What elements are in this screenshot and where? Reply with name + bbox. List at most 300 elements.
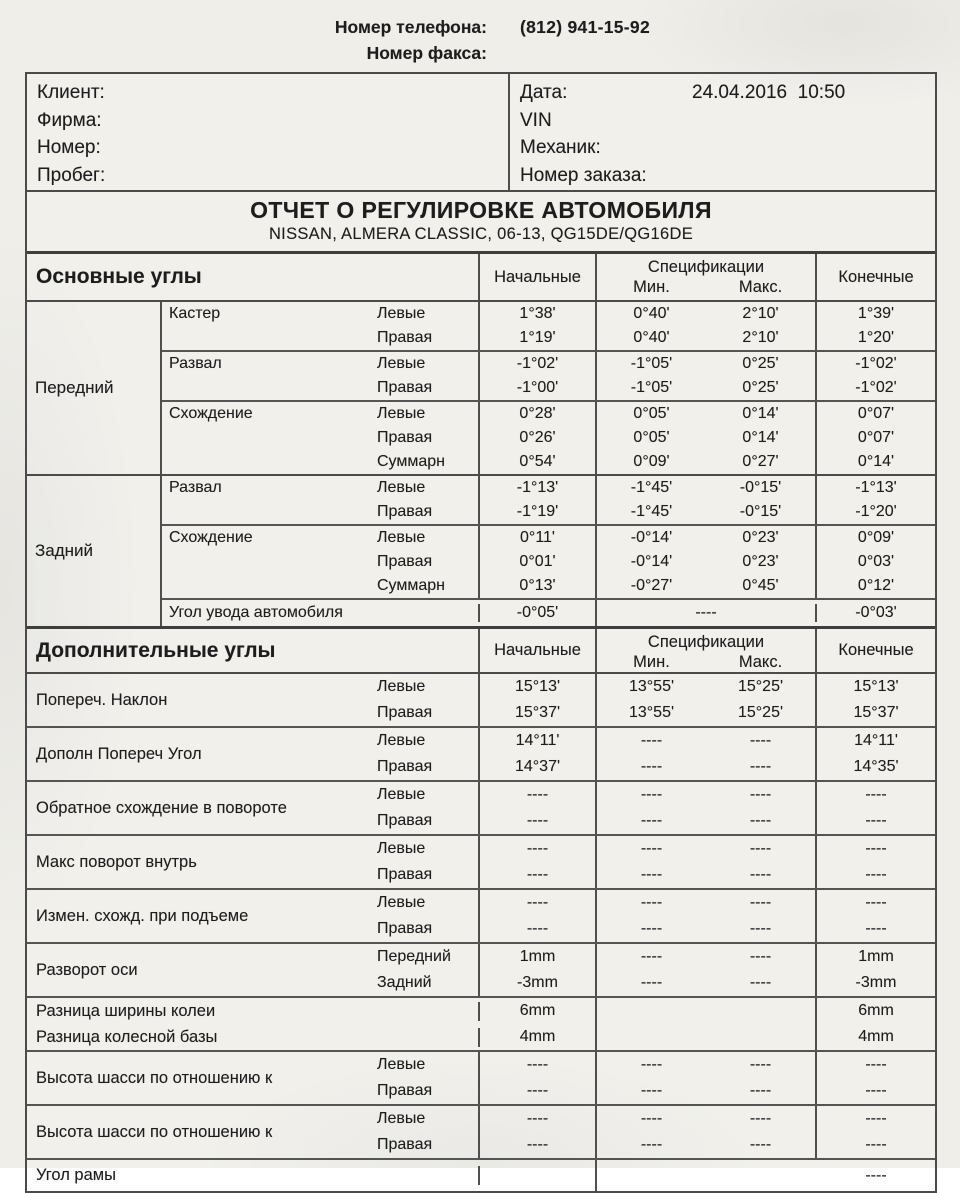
value-final: 1°39' [857,305,895,322]
param-name: Высота шасси по отношению к [36,1068,273,1087]
group-rows [377,302,935,350]
value-final: ---- [865,786,887,803]
value-min: ---- [640,1136,663,1153]
value-min: ---- [640,812,663,829]
param-name: Высота шасси по отношению к [36,1122,273,1141]
info-label: Пробег: [37,164,106,186]
value-initial: ---- [480,808,597,834]
group-rows [377,402,935,474]
table-row [377,970,935,996]
value-max: -0°15' [739,479,782,496]
column-final: Конечные [838,267,914,286]
phone-label: Номер телефона: [334,17,487,37]
value-min: 13°55' [628,678,675,695]
param-group [162,302,935,350]
side-label: Левые [377,836,480,862]
table-row [377,700,935,726]
value-min: ---- [640,948,663,965]
param-group [27,1106,935,1160]
spec-cell [597,970,817,996]
spec-cell [597,782,817,808]
param-group [162,598,935,626]
value-final: -1°02' [855,379,897,396]
param-name: Обратное схождение в повороте [36,798,287,817]
table-row [377,836,935,862]
info-row [520,134,935,162]
spec-cell [597,476,817,500]
value-initial: ---- [480,890,597,916]
report-body [25,72,937,1193]
value-max: 15°25' [737,678,784,695]
value-final: ---- [865,1110,887,1127]
param-group [27,782,935,836]
param-group [162,524,935,598]
report-title-block [27,192,935,254]
value-initial: 0°13' [480,574,597,598]
value-final: 15°13' [853,678,899,695]
value-final: 14°35' [853,758,899,775]
info-label: Номер: [37,137,101,158]
info-row [37,134,508,162]
side-label: Левые [377,890,480,916]
table-row [377,526,935,550]
axle-section [27,302,935,476]
table-row [377,674,935,700]
client-info-right [510,74,935,190]
value-max: ---- [749,920,772,937]
axle-label: Передний [27,302,162,474]
value-initial: 1°38' [480,302,597,326]
value-final: -0°03' [855,604,897,621]
info-label: Механик: [520,137,601,158]
spec-cell [597,500,817,524]
side-label: Правая [377,1132,480,1158]
value-initial: ---- [480,836,597,862]
side-label: Правая [377,500,480,524]
value-final: ---- [865,812,887,829]
param-group [27,944,935,998]
param-group [27,998,935,1052]
value-max: 0°23' [742,553,779,570]
value-final: -1°02' [855,355,897,372]
side-label: Передний [377,944,480,970]
value-initial: 14°37' [480,754,597,780]
param-group [162,476,935,524]
group-rows [377,836,935,888]
value-initial: 0°01' [480,550,597,574]
value-final: 0°07' [857,405,895,422]
value-min: ---- [640,758,663,775]
side-label: Левые [377,476,480,500]
value-min: 0°40' [633,329,670,346]
value-initial: 1°19' [480,326,597,350]
param-name: Разница колесной базы [27,1028,480,1047]
section-title-main: Основные углы [27,254,480,300]
spec-cell [597,426,817,450]
value-max: 15°25' [737,704,784,721]
value-final: ---- [865,840,887,857]
side-label: Левые [377,728,480,754]
side-label: Правая [377,550,480,574]
param-name: Измен. схожд. при подъеме [36,906,249,925]
side-label: Задний [377,970,480,996]
value-min: ---- [640,1110,663,1127]
value-min: 0°40' [633,305,670,322]
table-row [377,890,935,916]
table-row [27,998,935,1024]
spec-cell [597,1106,817,1132]
side-label: Правая [377,376,480,400]
spec-cell [597,376,817,400]
spec-cell [597,526,817,550]
param-name: Попереч. Наклон [36,690,168,709]
table-row [377,500,935,524]
value-final: ---- [865,894,887,911]
spec-cell [597,1078,817,1104]
value-min: 0°05' [633,429,670,446]
value-final: -1°20' [855,503,897,520]
value-max: 0°25' [742,379,779,396]
spec-cell [597,890,817,916]
value-min: -1°05' [630,379,673,396]
param-name: Схождение [169,529,253,546]
spec-label: Спецификации [647,258,765,276]
param-name: Дополн Попереч Угол [36,744,202,763]
table-row [377,302,935,326]
value-initial: -1°00' [480,376,597,400]
value-initial: 0°11' [480,526,597,550]
spec-cell [597,1024,817,1050]
value-initial: 0°54' [480,450,597,474]
table-row [377,574,935,598]
spec-cell [597,700,817,726]
value-min: -1°05' [630,355,673,372]
section-title-extra: Дополнительные углы [27,629,480,672]
spec-cell [597,574,817,598]
side-label: Правая [377,326,480,350]
value-final: 15°37' [853,704,899,721]
table-row [162,600,935,626]
value-max: ---- [749,1136,772,1153]
value-initial: ---- [480,1132,597,1158]
table-row [377,426,935,450]
value-final: 0°03' [857,553,895,570]
info-row [37,79,508,107]
value-initial: 15°13' [480,674,597,700]
spec-cell [597,352,817,376]
value-initial [480,1160,597,1191]
group-rows [377,674,935,726]
table-row [377,550,935,574]
param-name: Схождение [169,405,253,422]
param-group [162,350,935,400]
side-label: Левые [377,526,480,550]
group-rows [377,352,935,400]
side-label: Правая [377,700,480,726]
info-row [520,79,935,107]
value-max: ---- [749,974,772,991]
value-min: ---- [640,866,663,883]
value-max: 0°14' [742,405,779,422]
info-label: Номер заказа: [520,164,647,186]
spec-cell [597,1132,817,1158]
value-initial: ---- [480,1106,597,1132]
spec-cell [597,916,817,942]
value-final: 14°11' [854,732,898,749]
info-label: Клиент: [37,82,105,103]
value-max: ---- [749,948,772,965]
info-value: 24.04.2016 10:50 [692,82,846,103]
value-final: ---- [865,920,887,937]
value-initial: 1mm [480,944,597,970]
column-spec [597,629,817,672]
info-label: Дата: [520,82,568,103]
param-group [27,890,935,944]
axle-groups [162,302,935,474]
group-rows [377,944,935,996]
side-label: Суммарн [377,450,480,474]
param-name: Развал [169,479,222,496]
table-row [377,1106,935,1132]
value-initial: ---- [480,862,597,888]
value-final: -1°13' [855,479,897,496]
column-max: Макс. [738,278,783,296]
side-label: Правая [377,426,480,450]
value-max: ---- [749,866,772,883]
column-initial: Начальные [480,629,597,672]
table-row [27,1024,935,1050]
value-final: ---- [865,866,887,883]
value-initial: -1°13' [480,476,597,500]
spec-cell [597,728,817,754]
value-min: -0°14' [630,529,673,546]
axle-section [27,476,935,626]
fax-line [0,40,960,66]
value-max: ---- [749,758,772,775]
value-min: -1°45' [630,479,673,496]
value-min: 13°55' [628,704,675,721]
side-label: Правая [377,1078,480,1104]
value-max: ---- [749,840,772,857]
spec-cell [597,674,817,700]
main-angles-table [27,302,935,626]
side-label: Левые [377,782,480,808]
side-label: Суммарн [377,574,480,598]
param-name: Макс поворот внутрь [36,852,197,871]
side-label: Левые [377,402,480,426]
value-final: 0°09' [857,529,895,546]
report-title: ОТЧЕТ О РЕГУЛИРОВКЕ АВТОМОБИЛЯ [250,197,712,223]
value-final: ---- [865,1136,887,1153]
fax-label: Номер факса: [366,43,487,63]
value-max: 0°45' [742,577,779,594]
value-min: ---- [640,732,663,749]
value-final: 0°12' [857,577,895,594]
param-name: Угол увода автомобиля [162,604,480,622]
column-min: Мин. [633,278,670,296]
spec-cell [597,550,817,574]
table-row [377,754,935,780]
value-max: -0°15' [739,503,782,520]
info-row [37,107,508,135]
value-min: ---- [640,894,663,911]
value-max: ---- [749,812,772,829]
table-row [377,376,935,400]
value-min: ---- [640,1082,663,1099]
spec-cell [597,944,817,970]
value-initial: 4mm [480,1024,597,1050]
value-min: -1°45' [630,503,673,520]
column-max: Макс. [738,653,783,671]
main-angles-header [27,254,935,302]
value-max: ---- [749,1110,772,1127]
side-label: Левые [377,1106,480,1132]
info-label: VIN [520,109,552,131]
value-initial: ---- [480,782,597,808]
axle-label: Задний [27,476,162,626]
column-initial: Начальные [480,254,597,300]
value-min: -0°14' [630,553,673,570]
side-label: Правая [377,754,480,780]
value-max: ---- [749,894,772,911]
value-max: 0°14' [742,429,779,446]
param-name: Кастер [169,305,221,322]
param-group [27,1160,935,1191]
value-max: 0°23' [742,529,779,546]
spec-cell [597,836,817,862]
group-rows [377,890,935,942]
value-min: ---- [640,920,663,937]
table-row [377,862,935,888]
value-max: ---- [749,732,772,749]
value-max: 0°27' [742,453,779,470]
table-row [377,1132,935,1158]
value-initial: 0°26' [480,426,597,450]
phone-value: (812) 941-15-92 [520,17,650,37]
spec-cell [597,326,817,350]
spec-cell [597,808,817,834]
param-group [27,1052,935,1106]
param-name: Угол рамы [27,1166,480,1185]
side-label: Левые [377,674,480,700]
info-row [520,107,935,135]
value-final: 1mm [858,948,894,965]
side-label: Левые [377,1052,480,1078]
group-rows [377,1106,935,1158]
table-row [377,808,935,834]
client-info-block [27,74,935,192]
value-final: 0°14' [857,453,895,470]
param-name: Разница ширины колеи [27,1002,480,1021]
spec-cell [597,754,817,780]
group-rows [377,476,935,524]
value-initial: -3mm [480,970,597,996]
extra-angles-table [27,674,935,1191]
value-min: ---- [640,974,663,991]
side-label: Правая [377,916,480,942]
value-final: ---- [865,1056,887,1073]
group-rows [377,526,935,598]
value-final: 4mm [858,1028,894,1045]
value-initial: ---- [480,1078,597,1104]
spec-cell [597,402,817,426]
spec-cell: ---- [597,604,817,622]
table-row [377,352,935,376]
column-spec [597,254,817,300]
value-min: -0°27' [630,577,673,594]
spec-cell [597,862,817,888]
table-row [377,1052,935,1078]
spec-label: Спецификации [647,633,765,651]
value-initial: ---- [480,1052,597,1078]
value-min: ---- [640,840,663,857]
side-label: Левые [377,352,480,376]
param-name: Разворот оси [36,960,138,979]
info-label: Фирма: [37,109,102,131]
table-row [377,944,935,970]
vehicle-subtitle: NISSAN, ALMERA CLASSIC, 06-13, QG15DE/QG16DE [268,225,694,243]
spec-cell [597,1052,817,1078]
value-max: 2°10' [742,305,779,322]
value-initial: -1°19' [480,500,597,524]
extra-angles-header [27,626,935,674]
param-group [162,400,935,474]
group-rows [377,728,935,780]
value-min: 0°09' [633,453,670,470]
table-row [377,450,935,474]
phone-line [0,14,960,40]
table-row [377,916,935,942]
column-final: Конечные [838,641,914,659]
value-initial: 6mm [480,998,597,1024]
spec-cell [597,302,817,326]
value-max: ---- [749,1082,772,1099]
table-row [377,782,935,808]
column-min: Мин. [633,653,670,671]
param-group [27,836,935,890]
param-group [27,728,935,782]
value-final: 1°20' [857,329,895,346]
group-rows [377,782,935,834]
value-final: ---- [865,1166,887,1184]
table-row [377,402,935,426]
group-rows [27,998,935,1050]
table-row [377,476,935,500]
value-min: 0°05' [633,405,670,422]
contact-header [0,14,960,66]
value-initial: ---- [480,916,597,942]
info-row [37,162,508,190]
value-initial: 0°28' [480,402,597,426]
table-row [377,728,935,754]
param-name: Развал [169,355,222,372]
value-max: ---- [749,1056,772,1073]
side-label: Правая [377,862,480,888]
group-rows [377,1052,935,1104]
value-max: 2°10' [742,329,779,346]
value-initial: 14°11' [480,728,597,754]
value-final: 0°07' [857,429,895,446]
axle-groups [162,476,935,626]
value-min: ---- [640,786,663,803]
param-group [27,674,935,728]
value-final: 6mm [858,1002,894,1019]
value-max: ---- [749,786,772,803]
table-row [27,1160,935,1191]
value-initial: -1°02' [480,352,597,376]
value-min: ---- [640,1056,663,1073]
spec-cell [597,998,817,1024]
